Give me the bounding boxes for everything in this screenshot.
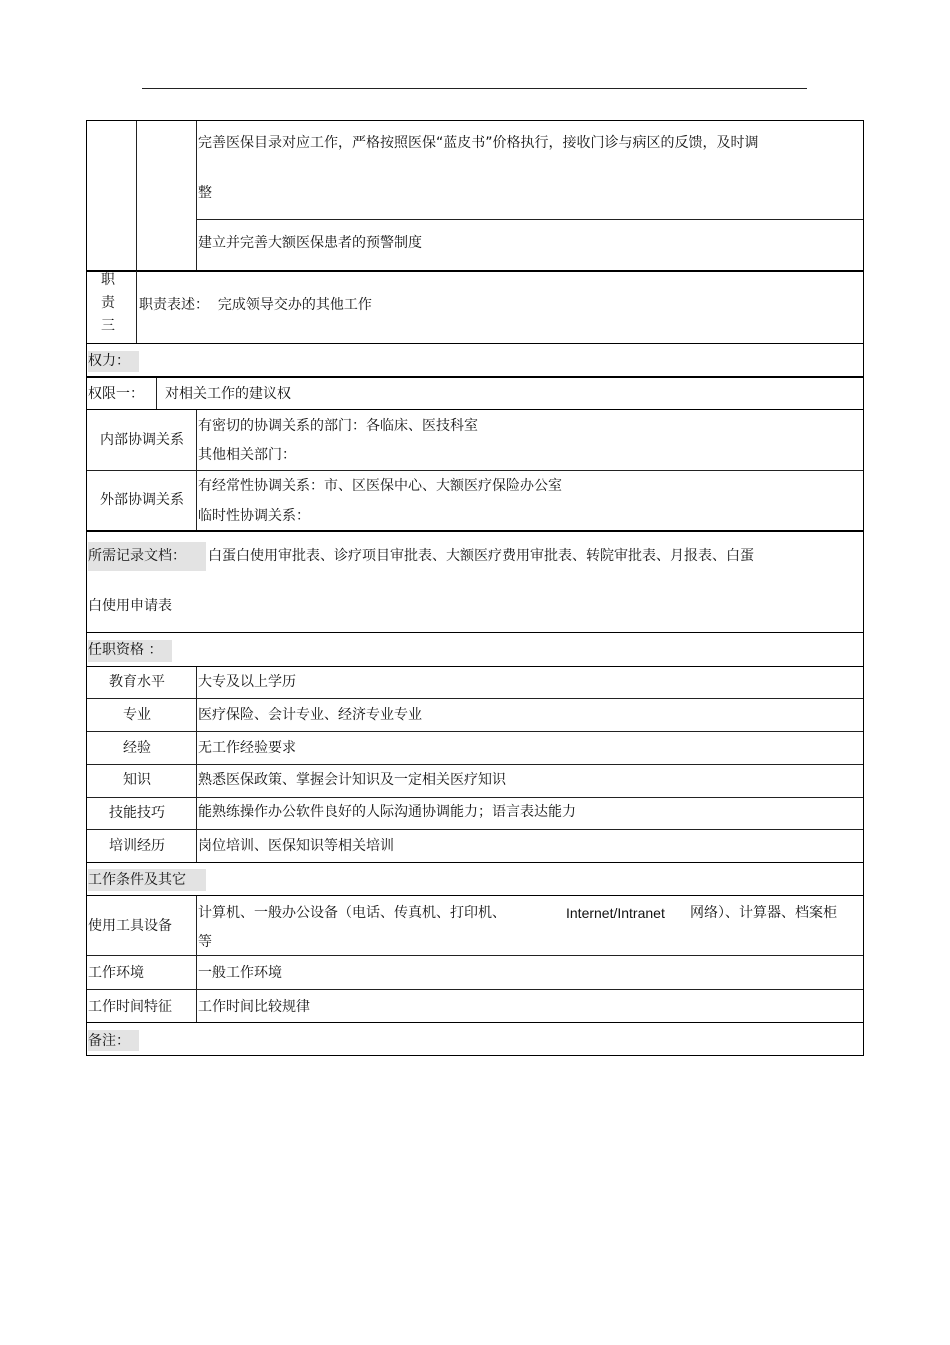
external-coordination-label: 外部协调关系 (100, 492, 184, 508)
internal-coordination-line1: 有密切的协调关系的部门：各临床、医技科室 (198, 418, 478, 434)
remarks-header: 备注： (88, 1033, 130, 1049)
tools-line1-part3: 网络）、计算器、档案柜 (690, 905, 837, 921)
authority-header-row (86, 343, 864, 377)
duty3-description: 职责表述： 完成领导交办的其他工作 (139, 297, 372, 313)
duty3-label: 职 责 三 (101, 272, 115, 334)
work-time-label: 工作时间特征 (88, 999, 172, 1015)
internal-coordination-label: 内部协调关系 (100, 432, 184, 448)
qualification-label-training: 培训经历 (109, 838, 165, 854)
conditions-header: 工作条件及其它 (88, 872, 186, 888)
qualification-value-skills: 能熟练操作办公软件良好的人际沟通协调能力；语言表达能力 (198, 804, 576, 820)
work-time-value: 工作时间比较规律 (198, 999, 310, 1015)
qualification-value-major: 医疗保险、会计专业、经济专业专业 (198, 707, 422, 723)
records-line1: 白蛋白使用审批表、诊疗项目审批表、大额医疗费用审批表、转院审批表、月报表、白蛋 (208, 548, 754, 564)
qualification-label-experience: 经验 (123, 740, 151, 756)
qualification-label-skills: 技能技巧 (109, 805, 165, 821)
external-coordination-line2: 临时性协调关系： (198, 508, 310, 524)
tools-line2: 等 (198, 934, 212, 950)
remarks-row (86, 1022, 864, 1056)
qualification-value-education: 大专及以上学历 (198, 674, 296, 690)
authority-item1-label: 权限一： (88, 386, 144, 402)
tools-line1-part2: Internet/Intranet (566, 905, 665, 921)
qualifications-header: 任职资格 ： (88, 642, 163, 658)
qualification-label-major: 专业 (123, 707, 151, 723)
qualification-label-education: 教育水平 (109, 674, 165, 690)
duty2-line1-cont: 整 (198, 185, 212, 201)
authority-header: 权力： (88, 353, 130, 369)
records-line2: 白使用申请表 (88, 598, 172, 614)
tools-label: 使用工具设备 (88, 918, 172, 934)
environment-value: 一般工作环境 (198, 965, 282, 981)
duty2-line2: 建立并完善大额医保患者的预警制度 (198, 235, 422, 251)
qualifications-header-row (86, 632, 864, 667)
records-label: 所需记录文档： (88, 548, 186, 564)
qualification-value-training: 岗位培训、医保知识等相关培训 (198, 838, 394, 854)
authority-item1-text: 对相关工作的建议权 (165, 386, 291, 402)
header-rule (142, 88, 807, 89)
qualification-label-knowledge: 知识 (123, 772, 151, 788)
external-coordination-line1: 有经常性协调关系：市、区医保中心、大额医疗保险办公室 (198, 478, 562, 494)
qualification-value-knowledge: 熟悉医保政策、掌握会计知识及一定相关医疗知识 (198, 772, 506, 788)
environment-label: 工作环境 (88, 965, 144, 981)
tools-line1-part1: 计算机、一般办公设备（电话、传真机、打印机、 (198, 905, 506, 921)
qualification-value-experience: 无工作经验要求 (198, 740, 296, 756)
internal-coordination-line2: 其他相关部门： (198, 447, 296, 463)
duty2-line1: 完善医保目录对应工作，严格按照医保“蓝皮书”价格执行，接收门诊与病区的反馈，及时调 (198, 135, 759, 151)
